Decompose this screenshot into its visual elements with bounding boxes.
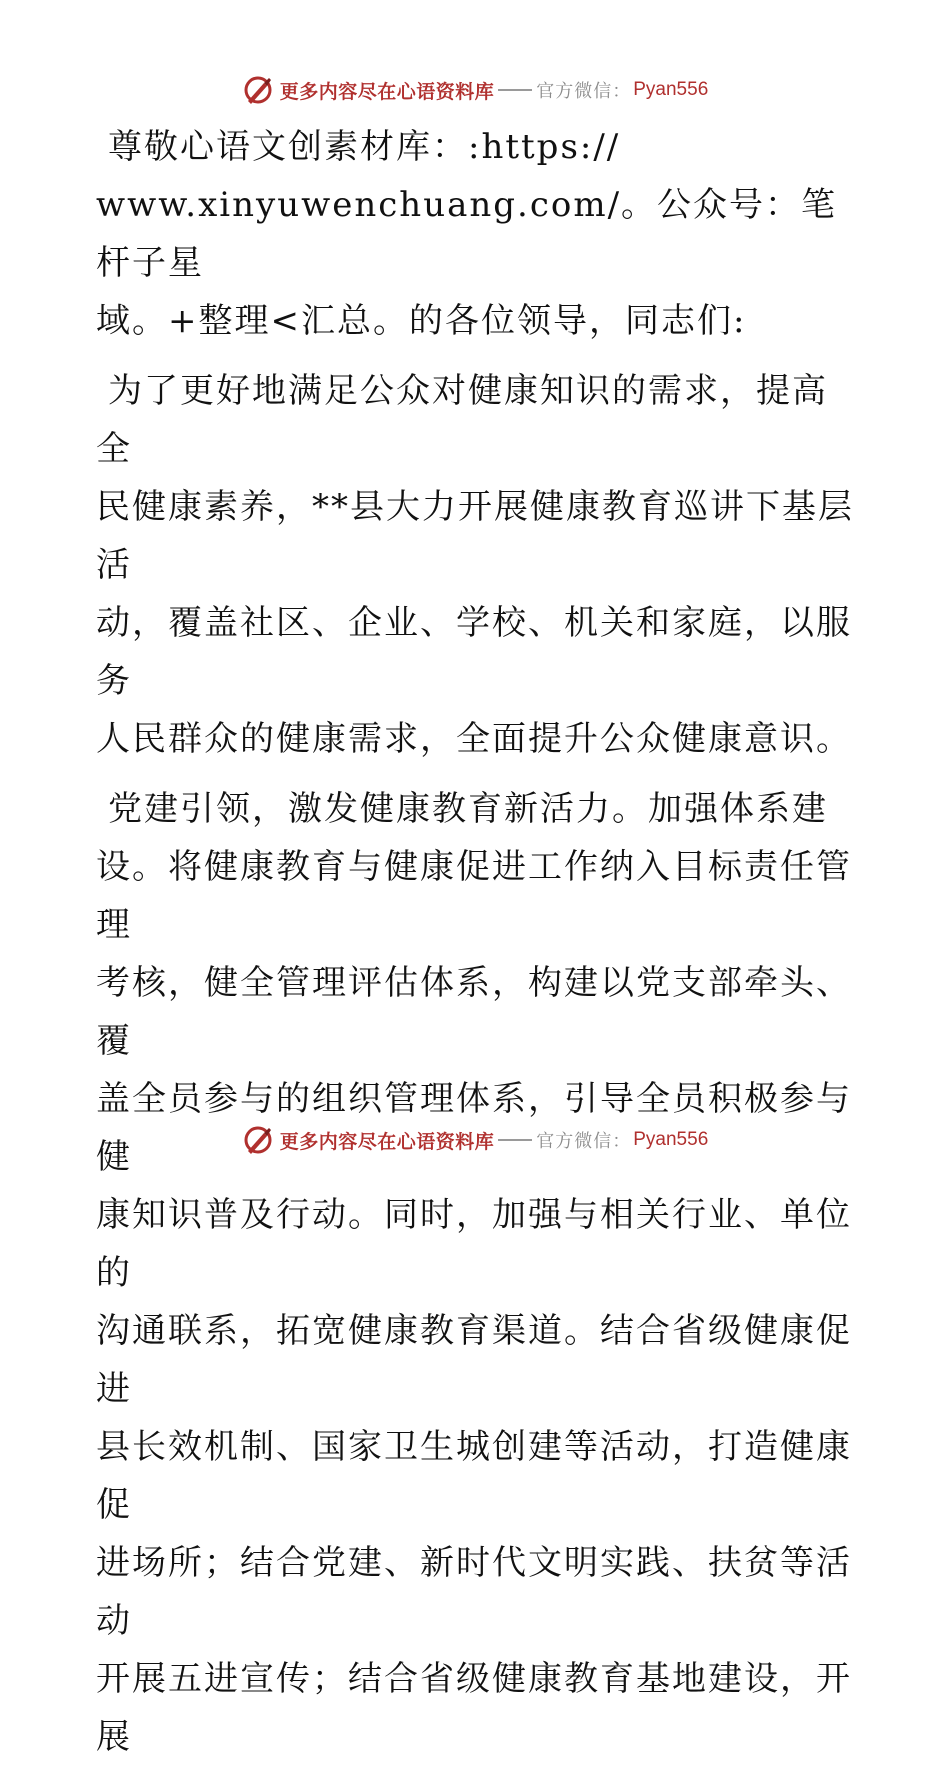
text-line: 沟通联系，拓宽健康教育渠道。结合省级健康促进 xyxy=(96,1311,852,1409)
text-line: 域。+整理<汇总。的各位领导，同志们: xyxy=(96,301,747,341)
header-banner xyxy=(0,70,950,110)
banner-official-label: 官方微信： xyxy=(536,1131,632,1152)
footer-banner xyxy=(0,1120,950,1160)
document-body xyxy=(96,118,856,1766)
text-line: 尊敬心语文创素材库：:https:// xyxy=(108,127,621,167)
text-line: 民健康素养，**县大力开展健康教育巡讲下基层活 xyxy=(96,487,854,585)
pen-logo-icon xyxy=(242,74,274,106)
banner-dash xyxy=(498,89,532,91)
text-line: 党建引领，激发健康教育新活力。加强体系建 xyxy=(108,789,828,829)
text-line: 设。将健康教育与健康促进工作纳入目标责任管理 xyxy=(96,847,852,945)
paragraph-party-building xyxy=(96,780,856,1766)
text-line: 康知识普及行动。同时，加强与相关行业、单位的 xyxy=(96,1195,852,1293)
banner-wechat-id: Pyan556 xyxy=(633,79,709,100)
text-line-url: www.xinyuwenchuang.com/。公众号：笔杆子星 xyxy=(96,185,838,283)
banner-text: 更多内容尽在心语资料库 xyxy=(279,80,495,103)
banner-dash xyxy=(498,1139,532,1141)
text-line: 考核，健全管理评估体系，构建以党支部牵头、覆 xyxy=(96,963,852,1061)
text-line: 盖全员参与的组织管理体系，引导全员积极参与健 xyxy=(96,1079,852,1177)
pen-logo-icon xyxy=(242,1124,274,1156)
banner-text: 更多内容尽在心语资料库 xyxy=(279,1130,495,1153)
banner-official-label: 官方微信： xyxy=(536,81,632,102)
text-line: 为了更好地满足公众对健康知识的需求，提高全 xyxy=(96,371,828,469)
text-line: 人民群众的健康需求，全面提升公众健康意识。 xyxy=(96,719,852,759)
paragraph-greeting xyxy=(96,118,856,350)
text-line: 县长效机制、国家卫生城创建等活动，打造健康促 xyxy=(96,1427,852,1525)
text-line: 进场所；结合党建、新时代文明实践、扶贫等活动 xyxy=(96,1543,852,1641)
text-line: 动，覆盖社区、企业、学校、机关和家庭，以服务 xyxy=(96,603,852,701)
text-line: 开展五进宣传；结合省级健康教育基地建设，开展 xyxy=(96,1659,852,1757)
banner-wechat-id: Pyan556 xyxy=(633,1129,709,1150)
paragraph-intro xyxy=(96,362,856,768)
